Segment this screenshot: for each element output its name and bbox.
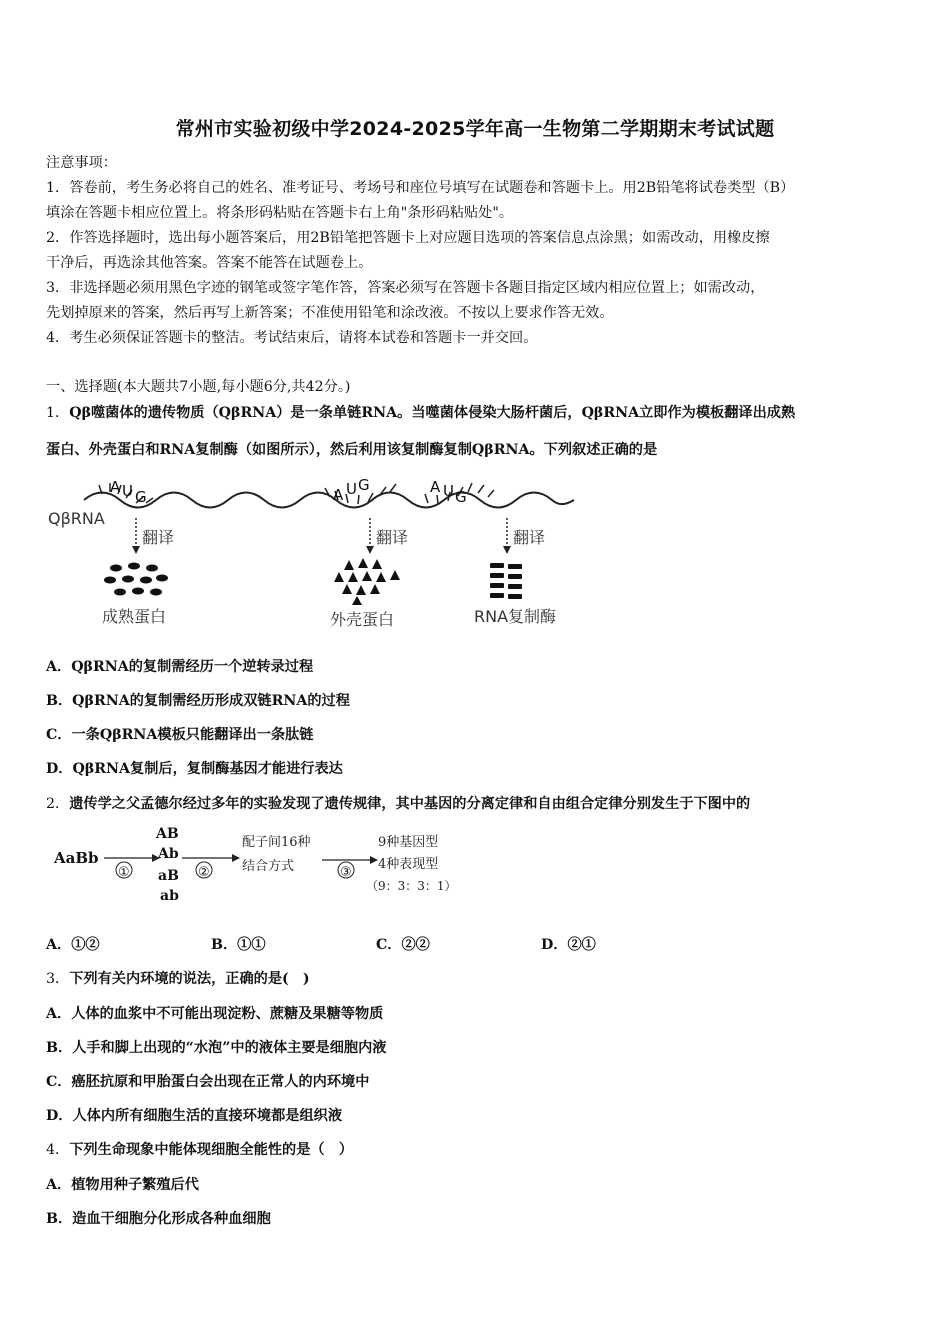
option-b[interactable]: B．①①: [211, 937, 266, 953]
notice-heading: 注意事项：: [46, 155, 117, 171]
arrow-down-icon: [366, 518, 374, 554]
question-1-line-1: [46, 402, 795, 422]
option-a[interactable]: A．人体的血浆中不可能出现淀粉、蔗糖及果糖等物质: [46, 1006, 384, 1022]
question-text: 遗传学之父孟德尔经过多年的实验发现了遗传规律，其中基因的分离定律和自由组合定律分别发生于下图中的: [69, 796, 751, 812]
step-label: ①: [118, 865, 130, 880]
product-label: RNA复制酶: [474, 607, 557, 626]
step-label: ②: [198, 865, 210, 880]
mendel-diagram: [48, 822, 478, 912]
question-4: [46, 1139, 353, 1159]
page-title: 常州市实验初级中学2024-2025学年高一生物第二学期期末考试试题: [175, 118, 775, 140]
mature-protein-icon: [104, 563, 168, 596]
codon-letter: G: [358, 476, 370, 494]
option-d[interactable]: D．人体内所有细胞生活的直接环境都是组织液: [46, 1108, 343, 1124]
question-3: [46, 968, 310, 988]
notice-line: 干净后，再选涂其他答案。答案不能答在试题卷上。: [46, 255, 373, 271]
arrow-down-icon: [503, 518, 511, 554]
question-text: 下列有关内环境的说法，正确的是( ): [69, 971, 310, 987]
question-number: 1．: [46, 405, 70, 421]
middle-label: 结合方式: [242, 859, 295, 874]
codon-letter: U: [122, 482, 133, 500]
codon-letter: A: [110, 478, 121, 496]
step-label: ③: [340, 865, 352, 880]
end-label: （9：3：3：1）: [366, 879, 457, 893]
codon-letter: U: [443, 482, 454, 500]
gamete-label: ab: [160, 888, 179, 904]
genotype-start: AaBb: [54, 849, 99, 867]
option-d[interactable]: D．QβRNA复制后，复制酶基因才能进行表达: [46, 761, 343, 777]
codon-letter: G: [455, 488, 467, 506]
question-number: 2．: [46, 796, 70, 812]
option-c[interactable]: C．一条QβRNA模板只能翻译出一条肽链: [46, 727, 314, 743]
question-text: Qβ噬菌体的遗传物质（QβRNA）是一条单链RNA。当噬菌体侵染大肠杆菌后，QβRNA立即作为模板翻译出成熟: [69, 405, 796, 421]
translate-label: 翻译: [513, 528, 546, 547]
translate-label: 翻译: [376, 528, 409, 547]
question-text: 下列生命现象中能体现细胞全能性的是（ ）: [69, 1142, 353, 1158]
question-2: [46, 793, 750, 813]
option-b[interactable]: B．人手和脚上出现的“水泡”中的液体主要是细胞内液: [46, 1040, 387, 1056]
gamete-label: Ab: [158, 846, 179, 862]
gamete-label: AB: [156, 826, 179, 842]
option-b[interactable]: B．QβRNA的复制需经历形成双链RNA的过程: [46, 693, 350, 709]
question-1-line-2: 蛋白、外壳蛋白和RNA复制酶（如图所示），然后利用该复制酶复制QβRNA。下列叙述正确的是: [46, 442, 658, 458]
arrow-right-icon: [370, 856, 378, 864]
q-beta-rna-diagram: [44, 470, 584, 635]
middle-label: 配子间16种: [242, 835, 311, 850]
arrow-right-icon: [232, 854, 240, 862]
option-b[interactable]: B．造血干细胞分化形成各种血细胞: [46, 1211, 271, 1227]
section-heading: 一、选择题(本大题共7小题,每小题6分,共42分。): [46, 379, 351, 395]
option-c[interactable]: C．癌胚抗原和甲胎蛋白会出现在正常人的内环境中: [46, 1074, 370, 1090]
notice-line: 3．非选择题必须用黑色字迹的钢笔或签字笔作答，答案必须写在答题卡各题目指定区域内相应位置上；如需改动，: [46, 280, 765, 296]
notice-line: 填涂在答题卡相应位置上。将条形码粘贴在答题卡右上角"条形码粘贴处"。: [46, 205, 514, 221]
codon-letter: U: [346, 480, 357, 498]
question-number: 4．: [46, 1142, 70, 1158]
option-d[interactable]: D．②①: [541, 937, 596, 953]
option-a[interactable]: A．①②: [46, 937, 100, 953]
gamete-label: aB: [158, 868, 179, 884]
notice-line: 1．答卷前，考生务必将自己的姓名、准考证号、考场号和座位号填写在试题卷和答题卡上。用2B铅笔将试卷类型（B）: [46, 180, 795, 196]
end-label: 9种基因型: [378, 835, 439, 850]
codon-letter: G: [135, 488, 147, 506]
arrow-down-icon: [132, 518, 140, 554]
notice-line: 2．作答选择题时，选出每小题答案后，用2B铅笔把答题卡上对应题目选项的答案信息点涂黑；如需改动，用橡皮擦: [46, 230, 770, 246]
end-label: 4种表现型: [378, 857, 439, 872]
codon-letter: A: [430, 478, 441, 496]
product-label: 外壳蛋白: [330, 610, 395, 629]
product-label: 成熟蛋白: [102, 607, 167, 626]
translate-label: 翻译: [142, 528, 175, 547]
option-a[interactable]: A．植物用种子繁殖后代: [46, 1177, 199, 1193]
replicase-icon: [490, 563, 522, 599]
rna-label: QβRNA: [48, 509, 105, 528]
option-a[interactable]: A．QβRNA的复制需经历一个逆转录过程: [46, 659, 314, 675]
notice-line: 先划掉原来的答案，然后再写上新答案；不准使用铅笔和涂改液。不按以上要求作答无效。: [46, 305, 614, 321]
coat-protein-icon: [334, 558, 400, 605]
notice-line: 4．考生必须保证答题卡的整洁。考试结束后，请将本试卷和答题卡一并交回。: [46, 330, 538, 346]
option-c[interactable]: C．②②: [376, 937, 430, 953]
question-number: 3．: [46, 971, 70, 987]
codon-letter: A: [333, 486, 344, 504]
